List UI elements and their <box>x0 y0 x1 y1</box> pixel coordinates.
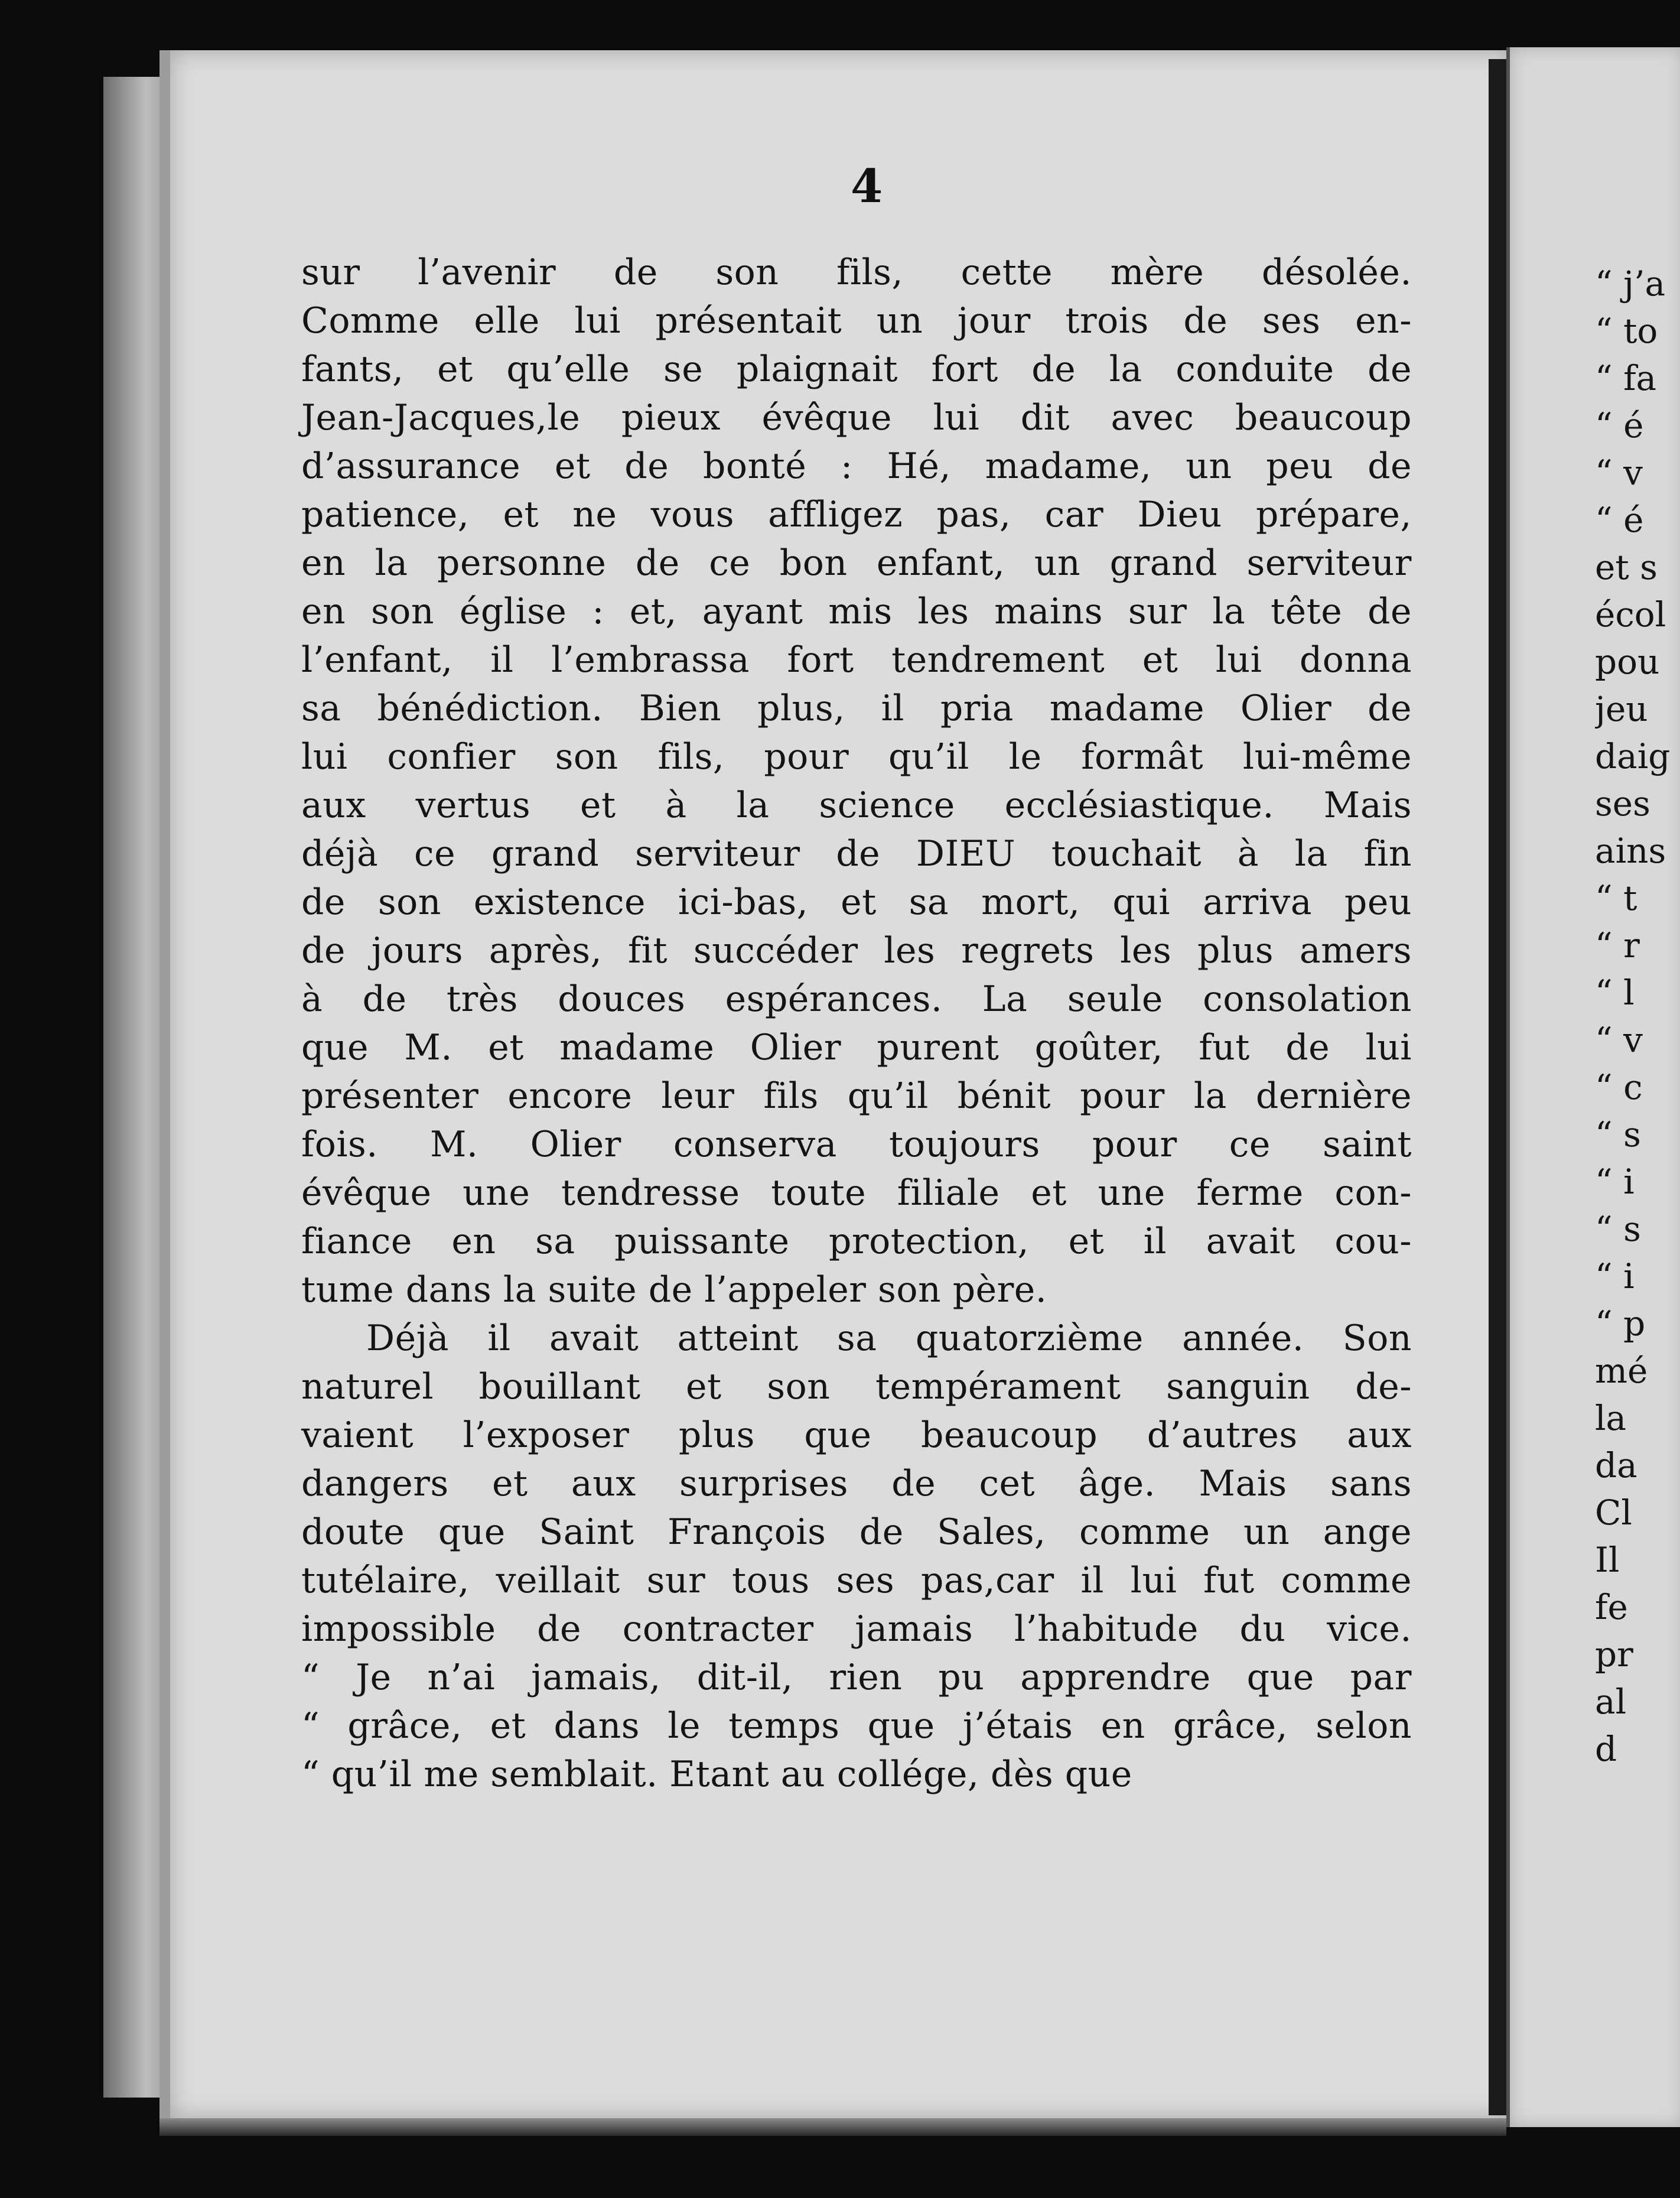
text-line: l’enfant, il l’embrassa fort tendrement et lui donna <box>301 639 1412 681</box>
right-page-line: “ v <box>1595 453 1643 493</box>
right-page-line: “ v <box>1595 1020 1643 1060</box>
text-line: de son existence ici-bas, et sa mort, qui arriva peu <box>301 882 1412 923</box>
text-line: Comme elle lui présentait un jour trois de ses en- <box>301 300 1412 342</box>
right-page-line: “ é <box>1595 500 1644 540</box>
text-line: Jean-Jacques,le pieux évêque lui dit avec beaucoup <box>301 397 1412 438</box>
text-line: impossible de contracter jamais l’habitude du vice. <box>301 1608 1412 1650</box>
right-page-line: ses <box>1595 783 1650 824</box>
right-page-line: “ p <box>1595 1303 1646 1344</box>
right-page-line: ains <box>1595 831 1666 871</box>
text-line: sa bénédiction. Bien plus, il pria madame Olier de <box>301 688 1412 729</box>
text-line: déjà ce grand serviteur de DIEU touchait à la fin <box>301 833 1412 874</box>
page-number: 4 <box>851 160 883 213</box>
right-page-line: Cl <box>1595 1493 1632 1533</box>
right-page-line: al <box>1595 1682 1627 1722</box>
right-page-line: fe <box>1595 1587 1628 1627</box>
right-page-line: écol <box>1595 594 1666 635</box>
right-page-line: “ i <box>1595 1256 1635 1296</box>
text-line: patience, et ne vous affligez pas, car Dieu prépare, <box>301 494 1412 535</box>
right-page-line: “ l <box>1595 973 1635 1013</box>
right-page-line: “ t <box>1595 878 1637 918</box>
text-line: que M. et madame Olier purent goûter, fut de lui <box>301 1027 1412 1068</box>
text-line: d’assurance et de bonté : Hé, madame, un peu de <box>301 446 1412 487</box>
right-page-line: “ c <box>1595 1067 1643 1107</box>
right-page-line: Il <box>1595 1540 1620 1580</box>
text-line: sur l’avenir de son fils, cette mère désolée. <box>301 252 1412 293</box>
text-line: “ Je n’ai jamais, dit-il, rien pu apprendre que par <box>301 1657 1412 1698</box>
text-line: naturel bouillant et son tempérament sanguin de- <box>301 1366 1412 1407</box>
right-page-line: la <box>1595 1398 1627 1438</box>
text-line: vaient l’exposer plus que beaucoup d’autres aux <box>301 1415 1412 1456</box>
text-line: tume dans la suite de l’appeler son père. <box>301 1269 1047 1311</box>
text-line: fants, et qu’elle se plaignait fort de la conduite de <box>301 349 1412 390</box>
text-line: fiance en sa puissante protection, et il avait cou- <box>301 1221 1412 1262</box>
right-page-line: mé <box>1595 1351 1648 1391</box>
right-page-line: pou <box>1595 642 1660 682</box>
right-page-line: “ r <box>1595 925 1640 965</box>
text-line: doute que Saint François de Sales, comme un ange <box>301 1511 1412 1553</box>
right-page-line: “ j’a <box>1595 264 1666 304</box>
text-line: en la personne de ce bon enfant, un grand serviteur <box>301 542 1412 584</box>
text-line: dangers et aux surprises de cet âge. Mais sans <box>301 1463 1412 1504</box>
text-line: à de très douces espérances. La seule consolation <box>301 978 1412 1020</box>
right-page-line: da <box>1595 1445 1637 1485</box>
text-line: évêque une tendresse toute filiale et une ferme con- <box>301 1172 1412 1214</box>
right-page-line: “ é <box>1595 405 1644 446</box>
text-line: aux vertus et à la science ecclésiastique. Mais <box>301 785 1412 826</box>
text-line: Déjà il avait atteint sa quatorzième année. Son <box>366 1318 1412 1359</box>
text-line: tutélaire, veillait sur tous ses pas,car il lui fut comme <box>301 1560 1412 1601</box>
right-page-line: d <box>1595 1729 1617 1769</box>
right-page-line: “ i <box>1595 1162 1635 1202</box>
right-page-line: et s <box>1595 547 1658 587</box>
right-page-line: “ s <box>1595 1209 1641 1249</box>
right-page-line: “ s <box>1595 1114 1641 1155</box>
text-line: lui confier son fils, pour qu’il le formât lui-même <box>301 736 1412 778</box>
right-page-line: “ fa <box>1595 358 1657 398</box>
text-line: de jours après, fit succéder les regrets les plus amers <box>301 930 1412 971</box>
text-line: présenter encore leur fils qu’il bénit pour la dernière <box>301 1075 1412 1117</box>
page-bottom-edge <box>159 2118 1506 2136</box>
text-line: “ qu’il me semblait. Etant au collége, dès que <box>301 1754 1132 1795</box>
book-spine <box>1489 59 1506 2115</box>
text-line: en son église : et, ayant mis les mains sur la tête de <box>301 591 1412 632</box>
right-page-line: daig <box>1595 736 1671 776</box>
left-page-text <box>301 248 1412 1799</box>
right-page-line: jeu <box>1595 689 1648 729</box>
text-line: fois. M. Olier conserva toujours pour ce saint <box>301 1124 1412 1165</box>
right-page-line: pr <box>1595 1634 1633 1674</box>
right-page-line: “ to <box>1595 311 1658 351</box>
right-page-text <box>1595 260 1680 1773</box>
text-line: “ grâce, et dans le temps que j’étais en grâce, selon <box>301 1705 1412 1747</box>
